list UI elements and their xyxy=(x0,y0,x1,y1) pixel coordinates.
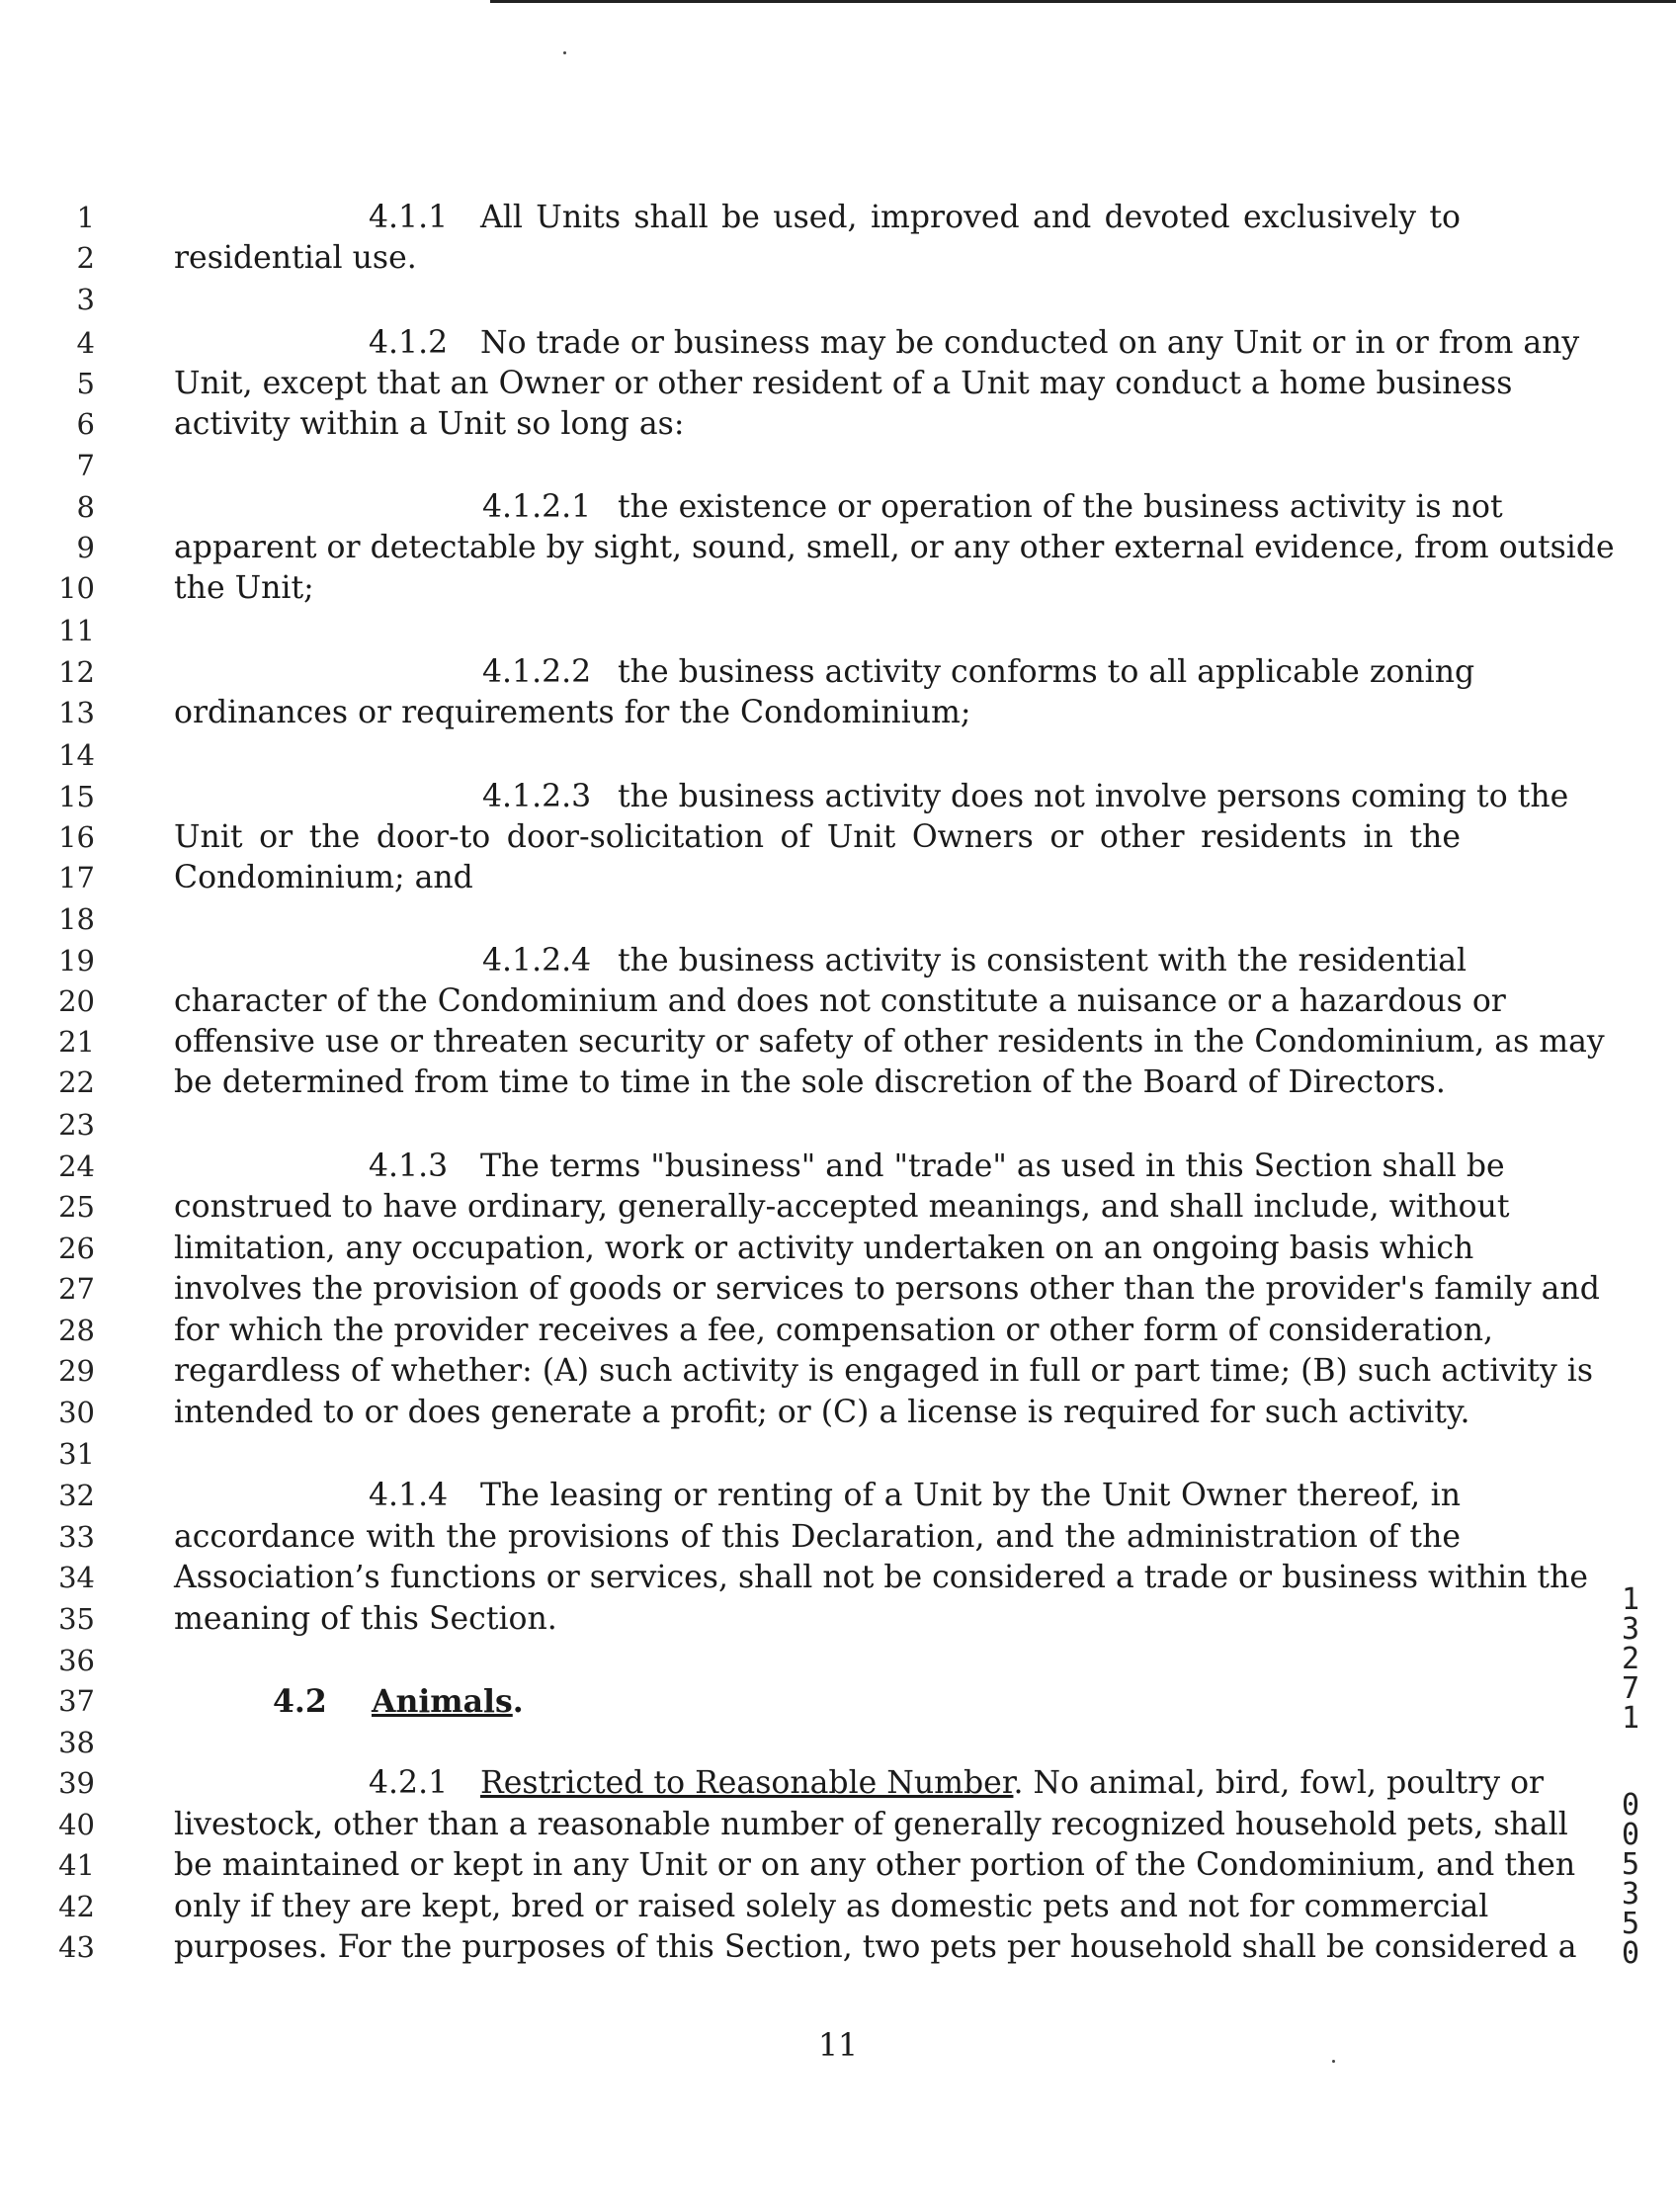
paragraph-line: Unit or the door-to door-solicitation of Unit Owners or other residents in the xyxy=(174,819,1461,855)
paragraph-line: residential use. xyxy=(174,240,417,276)
section-title: Animals xyxy=(372,1683,513,1720)
subsection-title: Restricted to Reasonable Number xyxy=(480,1765,1014,1801)
section-number: 4.1.4 xyxy=(369,1478,449,1513)
section-number: 4.1.2.1 xyxy=(482,489,592,525)
line-number: 40 xyxy=(58,1808,95,1841)
line-number: 26 xyxy=(58,1232,95,1265)
paragraph-line: for which the provider receives a fee, compensation or other form of consideration, xyxy=(174,1313,1494,1348)
paragraph-line: involves the provision of goods or services to persons other than the provider's family and xyxy=(174,1271,1600,1307)
paragraph-line: 4.2.1 Restricted to Reasonable Number. No animal, bird, fowl, poultry or xyxy=(174,1763,1461,1804)
line-number: 5 xyxy=(76,367,95,400)
recording-stamp: 1 3 2 7 1 0 0 5 3 5 0 xyxy=(1621,1582,1640,1971)
line-number: 14 xyxy=(58,738,95,772)
paragraph-line: 4.1.2 No trade or business may be conducted on any Unit or in or from any xyxy=(174,323,1461,364)
paragraph-line: only if they are kept, bred or raised solely as domestic pets and not for commercial xyxy=(174,1889,1489,1924)
line-number: 31 xyxy=(58,1437,95,1471)
paragraph-line: construed to have ordinary, generally-accepted meanings, and shall include, without xyxy=(174,1189,1510,1225)
line-number: 36 xyxy=(58,1644,95,1677)
section-number: 4.1.2 xyxy=(369,325,449,361)
line-number: 28 xyxy=(58,1314,95,1347)
line-number: 10 xyxy=(58,571,95,605)
section-number: 4.1.2.2 xyxy=(482,654,592,690)
paragraph-line: apparent or detectable by sight, sound, smell, or any other external evidence, from outside xyxy=(174,530,1615,565)
paragraph-line: 4.1.1 All Units shall be used, improved and devoted exclusively to xyxy=(174,198,1461,238)
line-number: 15 xyxy=(58,780,95,813)
line-number: 11 xyxy=(58,614,95,647)
section-heading: 4.2 Animals. xyxy=(273,1683,524,1720)
line-number: 4 xyxy=(76,326,95,360)
line-number: 41 xyxy=(58,1848,95,1882)
section-number: 4.1.3 xyxy=(369,1149,449,1184)
paragraph-line: limitation, any occupation, work or activity undertaken on an ongoing basis which xyxy=(174,1231,1474,1266)
paragraph-line: Condominium; and xyxy=(174,860,473,895)
line-number: 18 xyxy=(58,902,95,936)
scan-speck xyxy=(563,51,566,54)
line-number: 16 xyxy=(58,820,95,854)
line-number: 42 xyxy=(58,1890,95,1923)
line-number: 32 xyxy=(58,1479,95,1512)
line-number: 30 xyxy=(58,1396,95,1429)
line-number: 25 xyxy=(58,1190,95,1224)
paragraph-line: intended to or does generate a profit; or (C) a license is required for such activity. xyxy=(174,1395,1470,1430)
line-number: 2 xyxy=(76,241,95,275)
line-number: 17 xyxy=(58,861,95,894)
line-number: 39 xyxy=(58,1766,95,1800)
line-number: 22 xyxy=(58,1065,95,1099)
paragraph-line: 4.1.2.2 the business activity conforms to all applicable zoning xyxy=(174,652,1461,693)
line-number: 29 xyxy=(58,1354,95,1388)
line-number: 20 xyxy=(58,984,95,1018)
line-number: 35 xyxy=(58,1602,95,1636)
paragraph-line: accordance with the provisions of this Declaration, and the administration of the xyxy=(174,1519,1461,1555)
paragraph-line: meaning of this Section. xyxy=(174,1601,557,1637)
section-number: 4.2 xyxy=(273,1683,327,1720)
paragraph-line: regardless of whether: (A) such activity is engaged in full or part time; (B) such activity is xyxy=(174,1353,1593,1389)
paragraph-line: 4.1.2.4 the business activity is consistent with the residential xyxy=(174,941,1461,981)
paragraph-line: 4.1.4 The leasing or renting of a Unit by the Unit Owner thereof, in xyxy=(174,1476,1461,1516)
section-number: 4.1.1 xyxy=(369,200,449,235)
line-number: 24 xyxy=(58,1149,95,1183)
line-number: 6 xyxy=(76,407,95,441)
paragraph-line: offensive use or threaten security or safety of other residents in the Condominium, as may xyxy=(174,1024,1605,1060)
section-number: 4.1.2.3 xyxy=(482,779,592,814)
section-number: 4.1.2.4 xyxy=(482,943,592,978)
paragraph-line: be determined from time to time in the sole discretion of the Board of Directors. xyxy=(174,1064,1446,1100)
paragraph-line: 4.1.2.3 the business activity does not involve persons coming to the xyxy=(174,777,1461,817)
line-number: 34 xyxy=(58,1561,95,1594)
line-number: 8 xyxy=(76,490,95,524)
line-number: 38 xyxy=(58,1726,95,1759)
section-number: 4.2.1 xyxy=(369,1765,449,1801)
page-number: 11 xyxy=(817,2028,859,2064)
line-number: 23 xyxy=(58,1108,95,1142)
line-number: 19 xyxy=(58,944,95,978)
paragraph-line: 4.1.2.1 the existence or operation of the business activity is not xyxy=(174,487,1461,528)
line-number: 37 xyxy=(58,1684,95,1718)
paragraph-line: the Unit; xyxy=(174,570,314,606)
paragraph-line: 4.1.3 The terms "business" and "trade" as used in this Section shall be xyxy=(174,1147,1461,1187)
line-number: 9 xyxy=(76,531,95,564)
line-number: 13 xyxy=(58,696,95,729)
line-number: 3 xyxy=(76,283,95,316)
line-number: 27 xyxy=(58,1272,95,1306)
paragraph-line: ordinances or requirements for the Condominium; xyxy=(174,695,971,730)
paragraph-line: activity within a Unit so long as: xyxy=(174,406,685,442)
paragraph-line: be maintained or kept in any Unit or on any other portion of the Condominium, and then xyxy=(174,1847,1576,1883)
line-number: 7 xyxy=(76,449,95,482)
paragraph-line: Unit, except that an Owner or other resident of a Unit may conduct a home business xyxy=(174,366,1513,401)
line-number: 1 xyxy=(76,201,95,234)
paragraph-line: livestock, other than a reasonable number of generally recognized household pets, shall xyxy=(174,1807,1568,1842)
paragraph-line: purposes. For the purposes of this Section, two pets per household shall be considered a xyxy=(174,1929,1577,1965)
line-number: 21 xyxy=(58,1025,95,1059)
line-number: 12 xyxy=(58,655,95,689)
paragraph-line: Association’s functions or services, shall not be considered a trade or business within the xyxy=(174,1560,1589,1595)
line-number: 43 xyxy=(58,1930,95,1964)
scan-top-edge xyxy=(490,0,1676,3)
line-number: 33 xyxy=(58,1520,95,1554)
paragraph-line: character of the Condominium and does not constitute a nuisance or a hazardous or xyxy=(174,983,1506,1019)
